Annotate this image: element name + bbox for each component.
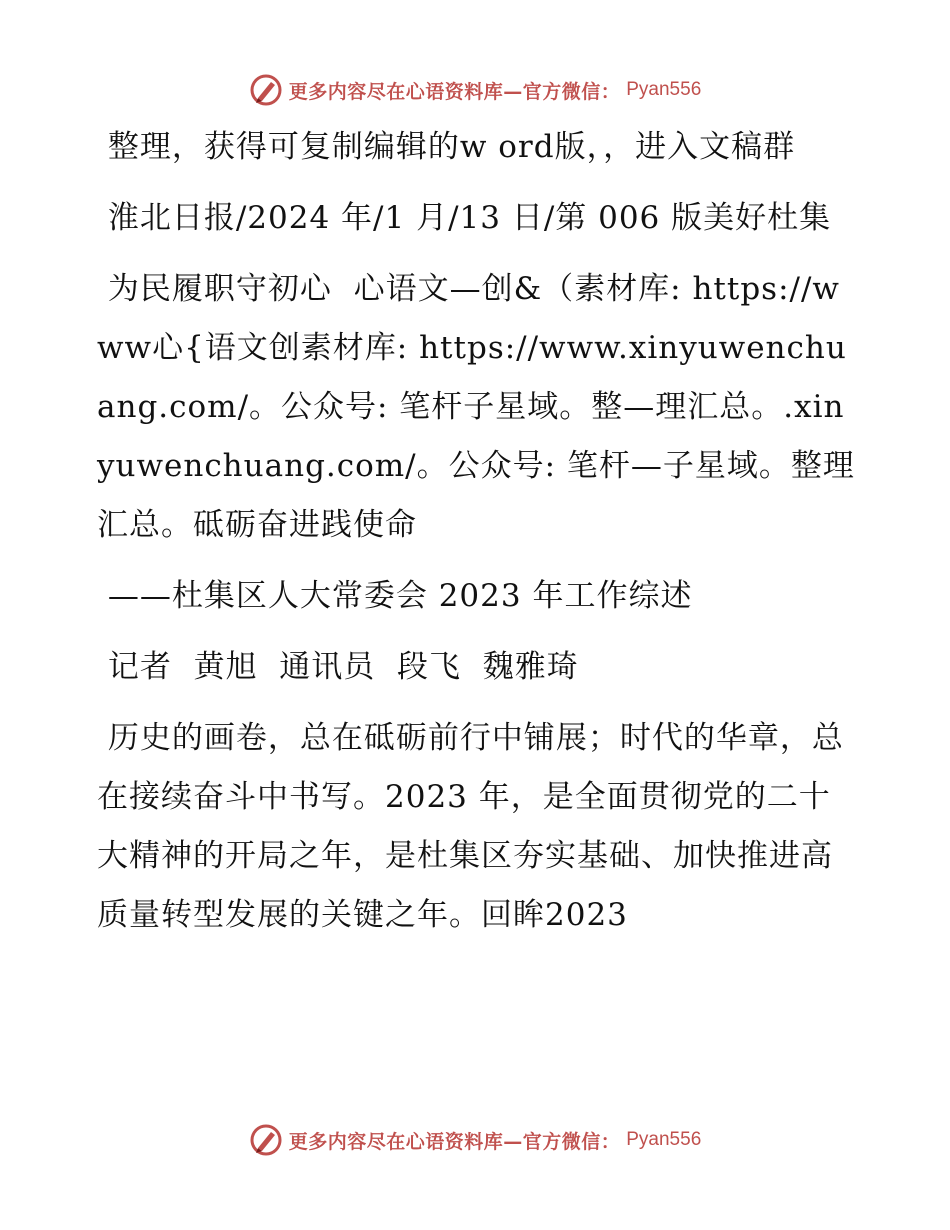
- paragraph-title: 为民履职守初心 心语文—创&（素材库: https://www心{语文创素材库: https://www.xinyuwenchuang.com/。公众号: 笔杆子星域。整—理汇总。.xinyuwenchuang.com/。公众号: 笔杆—子星域。整理汇总。砥砺奋进践使命: [97, 271, 855, 543]
- paragraph-source: 淮北日报/2024 年/1 月/13 日/第 006 版美好杜集: [97, 200, 832, 236]
- pen-logo-icon: [249, 1123, 283, 1157]
- pen-logo-icon: [249, 73, 283, 107]
- paragraph-byline: 记者 黄旭 通讯员 段飞 魏雅琦: [97, 649, 579, 685]
- paragraph-body: 历史的画卷，总在砥砺前行中铺展；时代的华章，总在接续奋斗中书写。2023 年，是全面贯彻党的二十大精神的开局之年，是杜集区夯实基础、加快推进高质量转型发展的关键之年。回眸2023: [97, 720, 844, 933]
- footer-banner-text: 更多内容尽在心语资料库—官方微信：: [288, 1130, 621, 1153]
- document-body: [97, 118, 857, 957]
- header-banner: [0, 68, 950, 112]
- header-banner-text: 更多内容尽在心语资料库—官方微信：: [288, 80, 621, 103]
- paragraph-note: 整理，获得可复制编辑的w ord版，，进入文稿群: [97, 129, 796, 165]
- header-banner-wechat-id: Pyan556: [626, 79, 702, 100]
- paragraph-subtitle: ——杜集区人大常委会 2023 年工作综述: [97, 578, 693, 614]
- footer-banner: [0, 1118, 950, 1162]
- footer-banner-wechat-id: Pyan556: [626, 1129, 702, 1150]
